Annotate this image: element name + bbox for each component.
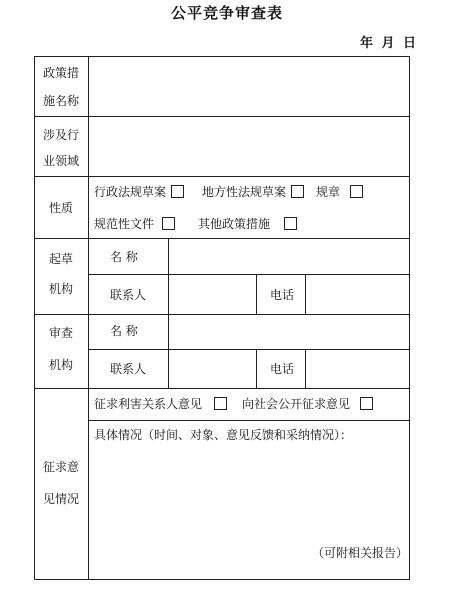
review-agency-label-line1: 审查 [48, 326, 73, 340]
consultation-label-line2: 见情况 [42, 492, 79, 506]
option-label: 行政法规草案 [94, 185, 167, 199]
nature-option-rules[interactable] [316, 185, 363, 199]
col-divider [256, 349, 257, 388]
option-label: 规范性文件 [94, 217, 155, 231]
policy-name-label-line2: 施名称 [42, 94, 79, 108]
nature-option-local-regulation[interactable] [202, 185, 304, 199]
review-form-table [34, 56, 410, 580]
policy-name-field[interactable] [89, 57, 409, 116]
row-divider [34, 388, 410, 389]
review-contact-label: 联系人 [110, 362, 147, 376]
review-name-field[interactable] [169, 315, 409, 349]
table-border-right [409, 56, 410, 580]
drafting-agency-label-line2: 机构 [48, 282, 73, 296]
drafting-phone-field[interactable] [306, 275, 409, 314]
consultation-option-stakeholders[interactable] [94, 397, 227, 411]
consultation-label-line1: 征求意 [42, 460, 79, 474]
col-divider [256, 274, 257, 314]
review-phone-field[interactable] [306, 350, 409, 388]
drafting-phone-label: 电话 [270, 288, 295, 302]
nature-label: 性质 [48, 201, 73, 215]
drafting-name-field[interactable] [169, 239, 409, 274]
checkbox[interactable] [360, 397, 373, 410]
checkbox[interactable] [284, 217, 297, 230]
review-agency-label-line2: 机构 [48, 358, 73, 372]
date-label: 年 月 日 [359, 36, 418, 51]
review-name-label: 名 称 [110, 324, 138, 338]
drafting-agency-label-line1: 起草 [48, 252, 73, 266]
industry-label-line2: 业领域 [42, 154, 79, 168]
checkbox[interactable] [162, 217, 175, 230]
option-label: 规章 [316, 185, 341, 199]
option-label: 地方性法规草案 [202, 185, 287, 199]
attachment-note: （可附相关报告） [312, 546, 409, 560]
review-phone-label: 电话 [270, 362, 295, 376]
nature-option-normative-document[interactable] [94, 217, 175, 231]
nature-option-admin-regulation[interactable] [94, 185, 184, 199]
drafting-contact-label: 联系人 [110, 288, 147, 302]
industry-label-line1: 涉及行 [42, 128, 79, 142]
row-divider [34, 176, 410, 177]
form-title: 公平竞争审查表 [170, 4, 283, 22]
review-contact-field[interactable] [169, 350, 256, 388]
checkbox[interactable] [291, 185, 304, 198]
consultation-details-field[interactable] [89, 446, 409, 546]
nature-option-other-policy[interactable] [198, 217, 297, 231]
consultation-details-label: 具体情况（时间、对象、意见反馈和采纳情况）： [94, 428, 353, 442]
table-border-bottom [34, 579, 410, 580]
drafting-name-label: 名 称 [110, 250, 138, 264]
checkbox[interactable] [171, 185, 184, 198]
drafting-contact-field[interactable] [169, 275, 256, 314]
checkbox[interactable] [350, 185, 363, 198]
option-label: 向社会公开征求意见 [242, 397, 351, 411]
option-label: 其他政策措施 [198, 217, 271, 231]
policy-name-label-line1: 政策措 [42, 66, 79, 80]
industry-field[interactable] [89, 117, 409, 176]
consultation-option-public[interactable] [242, 397, 373, 411]
checkbox[interactable] [214, 397, 227, 410]
subrow-divider [88, 420, 410, 421]
option-label: 征求利害关系人意见 [94, 397, 203, 411]
